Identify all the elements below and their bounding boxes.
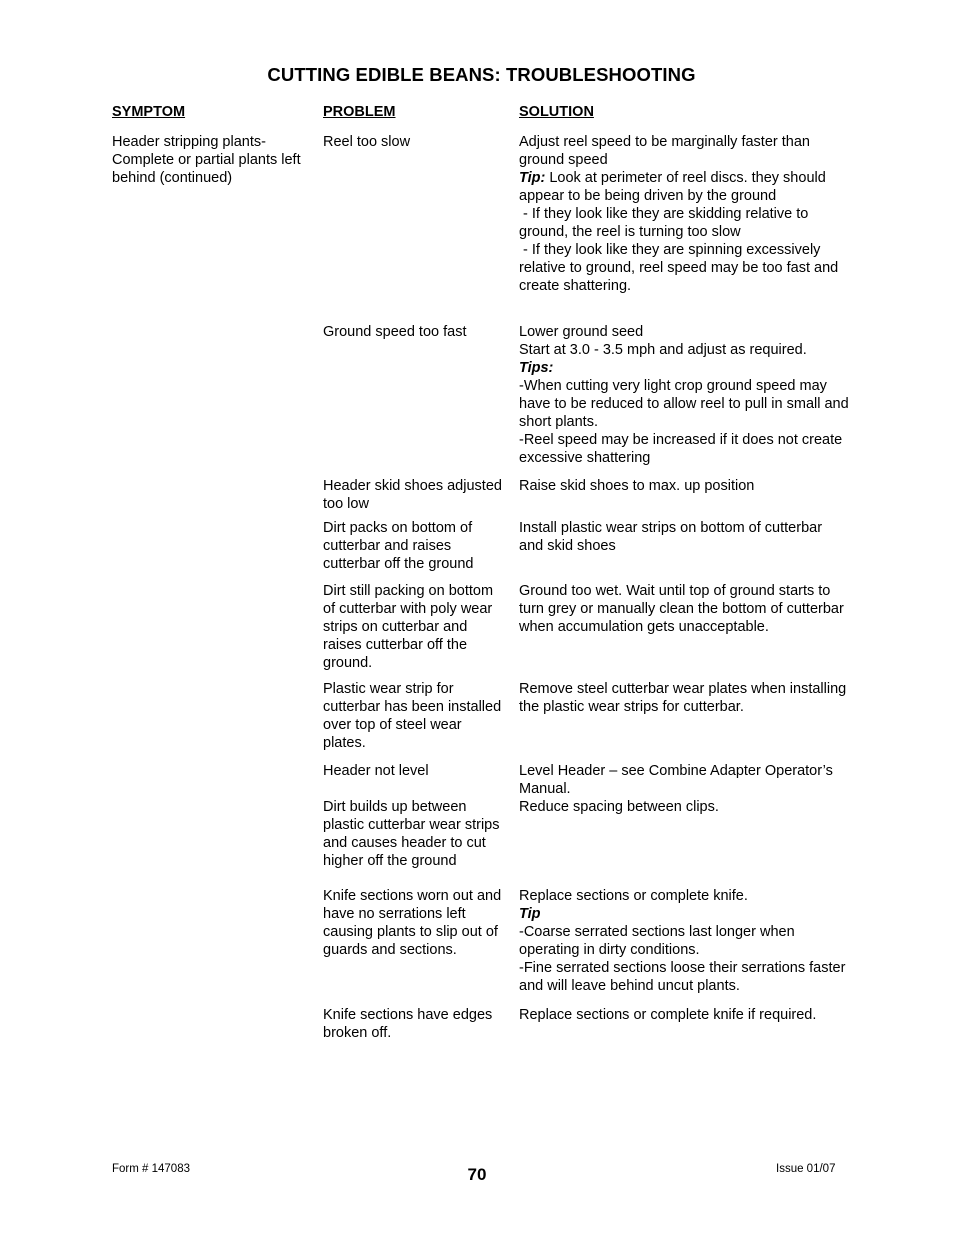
solution-line-text: -Coarse serrated sections last longer when operating in dirty conditions. [519, 924, 799, 958]
solution-line-text: Install plastic wear strips on bottom of cutterbar and skid shoes [519, 520, 827, 554]
solution-line [519, 133, 849, 169]
form-number: Form # 147083 [112, 1163, 190, 1175]
page-title: CUTTING EDIBLE BEANS: TROUBLESHOOTING [267, 64, 696, 85]
solution-line-text: Look at perimeter of reel discs. they should appear to be being driven by the ground [519, 170, 830, 204]
solution-text [519, 798, 849, 816]
solution-text [519, 477, 849, 495]
solution-text [519, 762, 849, 798]
tip-label: Tip [519, 906, 541, 922]
issue-date: Issue 01/07 [776, 1163, 836, 1175]
solution-line-text: Adjust reel speed to be marginally faster than ground speed [519, 134, 815, 168]
solution-line [519, 959, 849, 995]
problem-text: Dirt builds up between plastic cutterbar wear strips and causes header to cut higher off the ground [323, 799, 500, 869]
solution-line-text: - If they look like they are skidding relative to ground, the reel is turning too slow [519, 206, 813, 240]
solution-line-text: Replace sections or complete knife if required. [519, 1007, 817, 1023]
symptom-text: Header stripping plants- Complete or partial plants left behind (continued) [112, 134, 301, 186]
solution-line [519, 377, 853, 431]
solution-line-text: Replace sections or complete knife. [519, 888, 748, 904]
solution-line [519, 1006, 849, 1024]
solution-line [519, 798, 849, 816]
solution-line-text: - If they look like they are spinning excessively relative to ground, reel speed may be too fast and create shattering. [519, 242, 843, 294]
solution-line [519, 680, 849, 716]
solution-text [519, 323, 853, 467]
solution-line [519, 359, 849, 377]
solution-line-text: -Reel speed may be increased if it does not create excessive shattering [519, 432, 847, 466]
problem-text: Reel too slow [323, 134, 411, 150]
solution-line [519, 323, 849, 341]
solution-text [519, 680, 849, 716]
solution-line [519, 169, 849, 205]
solution-line-text: Ground too wet. Wait until top of ground starts to turn grey or manually clean the bottom of cutterbar when accumulation gets unacceptable. [519, 583, 848, 635]
symptom-header: SYMPTOM [112, 104, 186, 120]
solution-text [519, 133, 849, 295]
solution-line-text: Remove steel cutterbar wear plates when installing the plastic wear strips for cutterbar. [519, 681, 851, 715]
solution-line [519, 519, 849, 555]
problem-text: Header not level [323, 763, 429, 779]
page-number: 70 [467, 1165, 487, 1184]
solution-line [519, 241, 849, 295]
solution-line [519, 205, 849, 241]
problem-text: Header skid shoes adjusted too low [323, 478, 502, 512]
solution-line-text: Lower ground seed [519, 324, 644, 340]
problem-text: Knife sections worn out and have no serrations left causing plants to slip out of guards and sections. [323, 888, 502, 958]
solution-line [519, 341, 849, 359]
solution-line-text: Level Header – see Combine Adapter Operator’s Manual. [519, 763, 837, 797]
problem-text: Plastic wear strip for cutterbar has been installed over top of steel wear plates. [323, 681, 502, 751]
solution-line [519, 582, 849, 636]
problem-text: Knife sections have edges broken off. [323, 1007, 493, 1041]
solution-line [519, 477, 849, 495]
problem-header: PROBLEM [323, 104, 396, 120]
problem-text: Dirt packs on bottom of cutterbar and raises cutterbar off the ground [323, 520, 474, 572]
solution-line-text: Raise skid shoes to max. up position [519, 478, 755, 494]
problem-text: Dirt still packing on bottom of cutterbar with poly wear strips on cutterbar and raises cutterbar off the ground. [323, 583, 494, 671]
solution-header: SOLUTION [519, 104, 594, 120]
solution-text [519, 582, 849, 636]
solution-line [519, 887, 849, 905]
solution-line [519, 905, 849, 923]
solution-line-text: Start at 3.0 - 3.5 mph and adjust as required. [519, 342, 807, 358]
solution-text [519, 519, 849, 555]
solution-line [519, 923, 849, 959]
solution-line [519, 431, 849, 467]
solution-line-text: -When cutting very light crop ground speed may have to be reduced to allow reel to pull in small and short plants. [519, 378, 853, 430]
problem-text: Ground speed too fast [323, 324, 467, 340]
solution-text [519, 887, 849, 995]
solution-text [519, 1006, 849, 1024]
tip-label: Tip: [519, 170, 546, 186]
solution-line-text: -Fine serrated sections loose their serrations faster and will leave behind uncut plants. [519, 960, 850, 994]
solution-line-text: Reduce spacing between clips. [519, 799, 719, 815]
tip-label: Tips: [519, 360, 554, 376]
solution-line [519, 762, 849, 798]
